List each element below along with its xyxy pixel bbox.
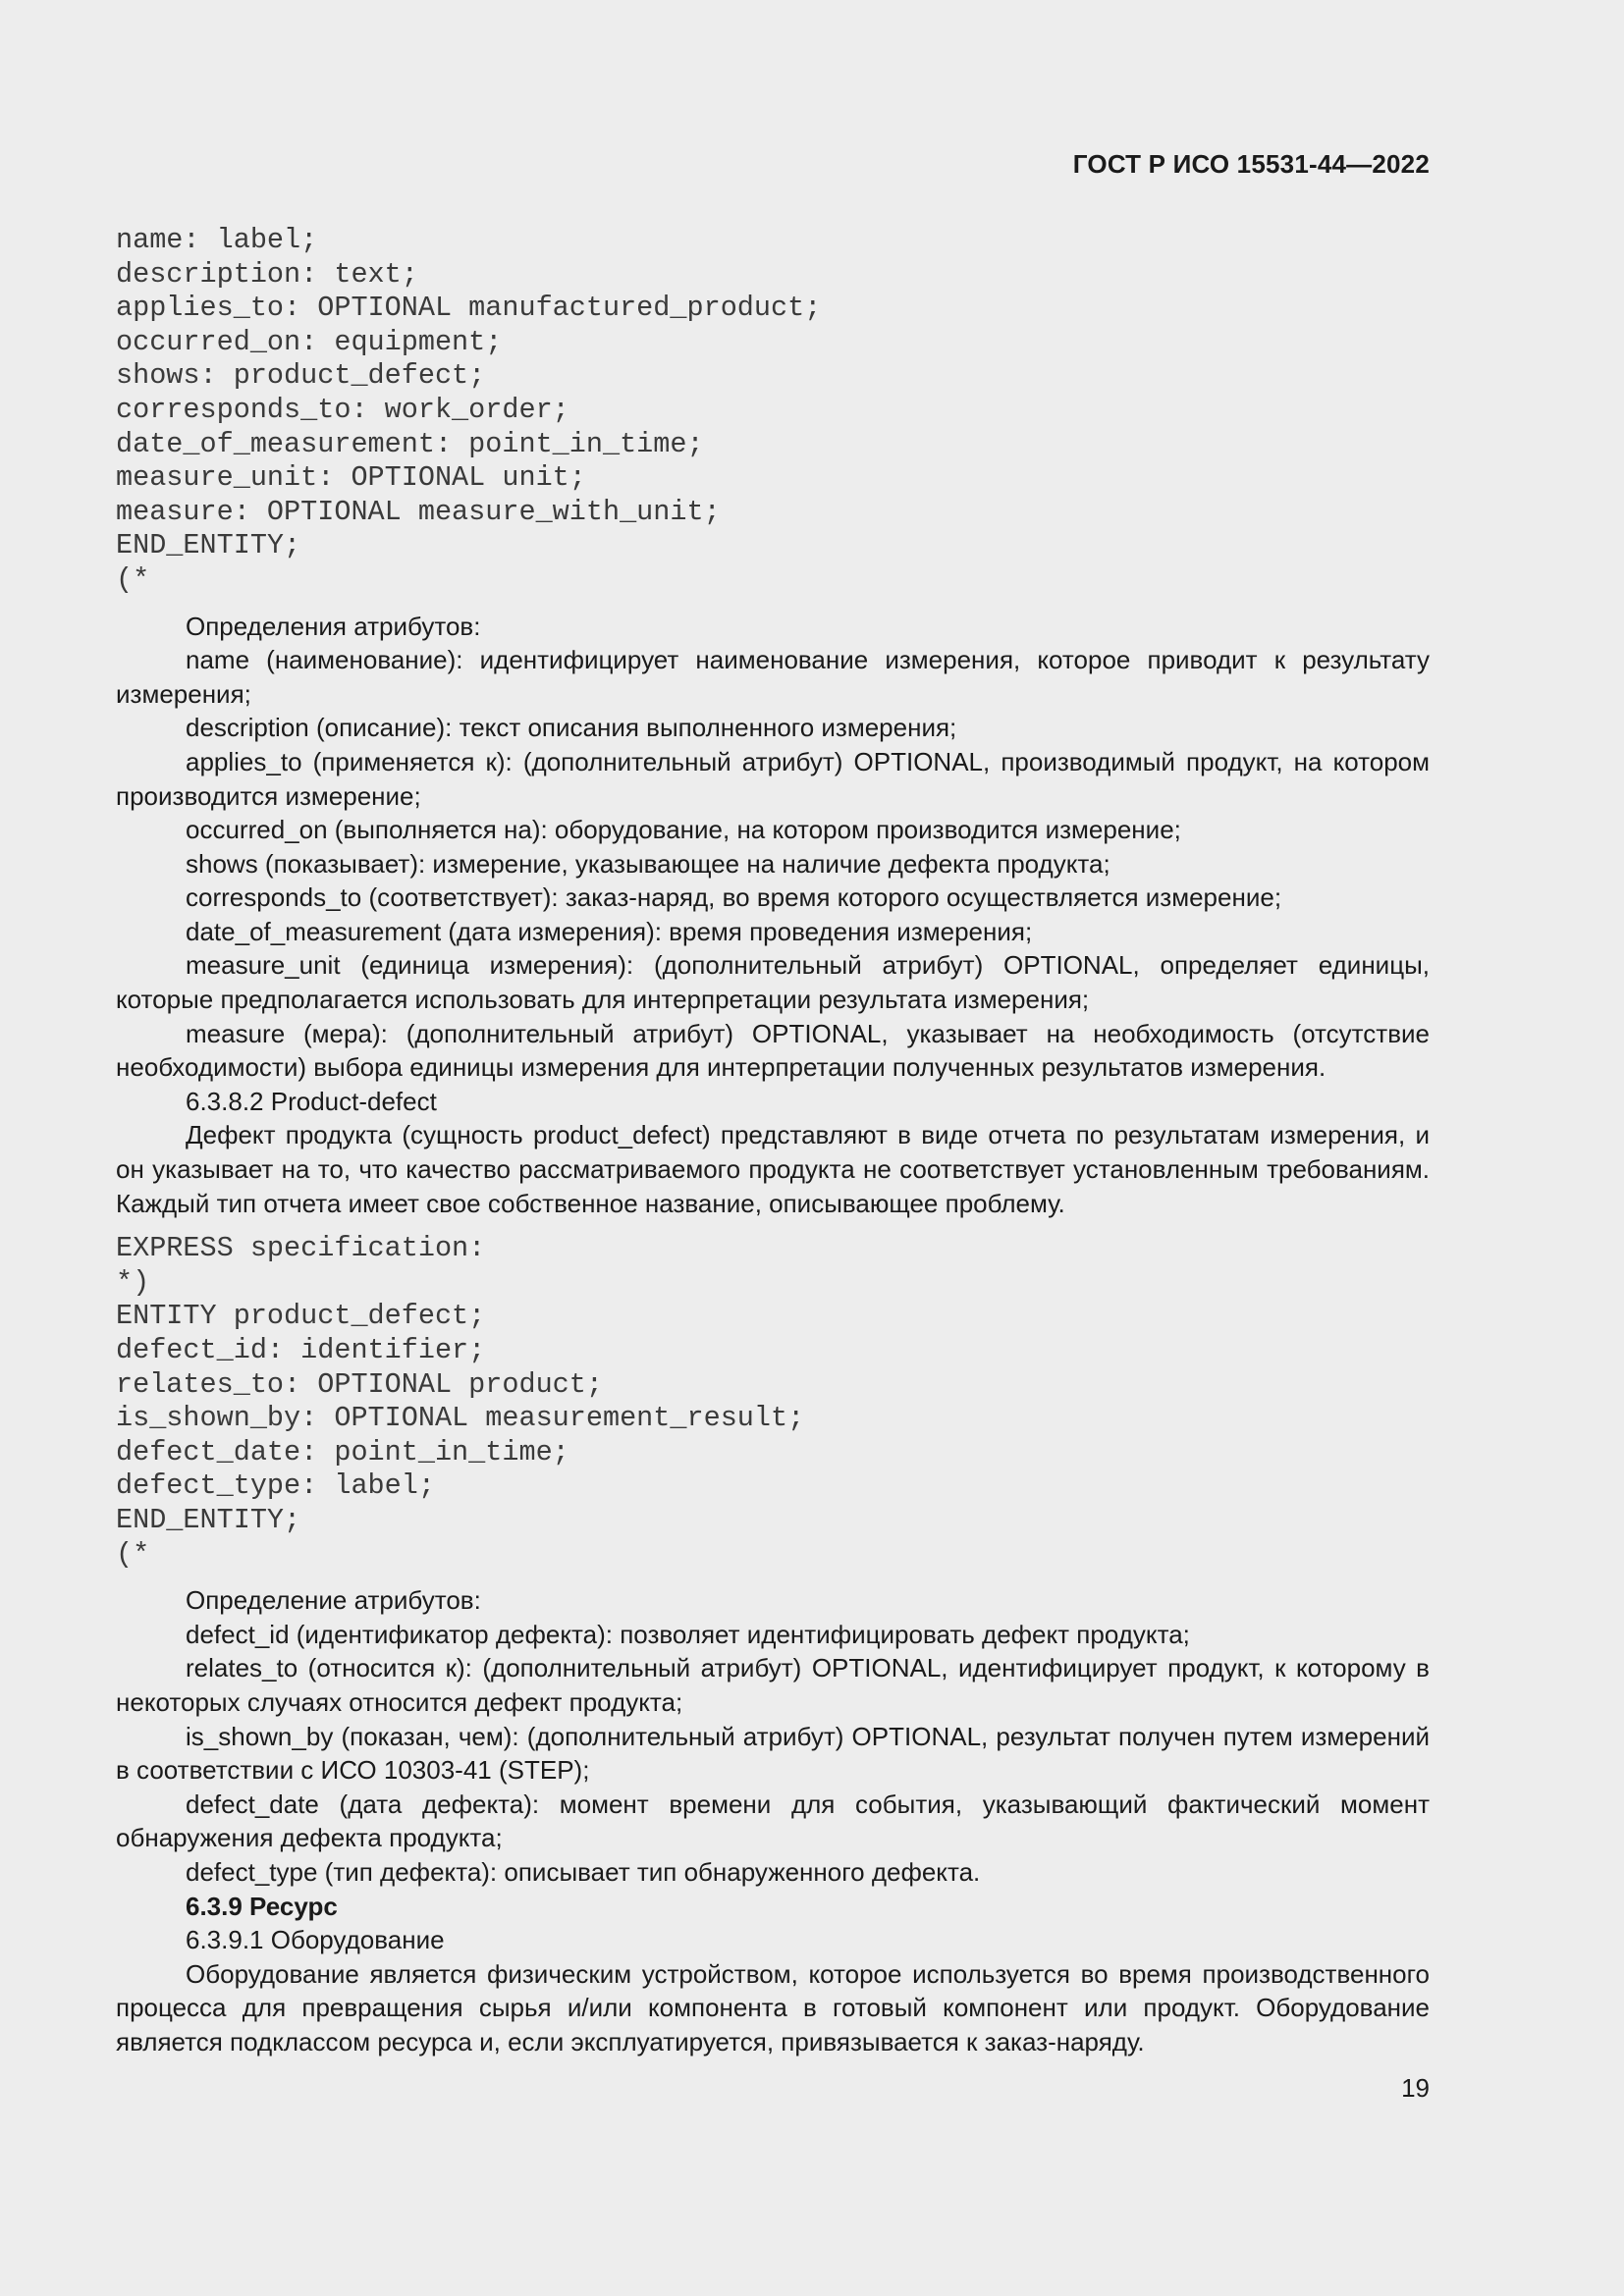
- code-line: defect_date: point_in_time;: [116, 1435, 569, 1468]
- attr-definition: defect_type (тип дефекта): описывает тип обнаруженного дефекта.: [186, 1856, 981, 1887]
- attr-definition: measure_unit (единица измерения): (дополнительный атрибут) OPTIONAL, определяет единицы, которые предполагается использовать для интерпретации результата измерения;: [116, 950, 1430, 1015]
- code-line: shows: product_defect;: [116, 359, 486, 393]
- paragraph: Оборудование является физическим устройством, которое используется во время производственного процесса для превращения сырья и/или компонента в готовый компонент или продукт. Оборудование является подклассом ресурса и, если эксплуатируется, привязывается к заказ-наряду.: [116, 1958, 1430, 2056]
- code-line: END_ENTITY;: [116, 529, 301, 562]
- express-code-block-2: [116, 1232, 1430, 1572]
- code-line: corresponds_to: work_order;: [116, 393, 569, 426]
- attr-definition: defect_date (дата дефекта): момент времени для события, указывающий фактический момент обнаружения дефекта продукта;: [116, 1789, 1430, 1853]
- attr-definition: occurred_on (выполняется на): оборудование, на котором производится измерение;: [186, 815, 1181, 845]
- attr-definition: relates_to (относится к): (дополнительный атрибут) OPTIONAL, идентифицирует продукт, к которому в некоторых случаях относится дефект продукта;: [116, 1653, 1430, 1717]
- code-line: relates_to: OPTIONAL product;: [116, 1367, 603, 1401]
- page-number: 19: [1401, 2073, 1430, 2103]
- code-line: measure: OPTIONAL measure_with_unit;: [116, 495, 721, 528]
- code-line: is_shown_by: OPTIONAL measurement_result;: [116, 1402, 805, 1435]
- section-heading: 6.3.9 Ресурс: [186, 1891, 338, 1921]
- attr-definition: description (описание): текст описания выполненного измерения;: [186, 713, 957, 743]
- code-line: *): [116, 1265, 150, 1299]
- attr-definition: name (наименование): идентифицирует наименование измерения, которое приводит к результату измерения;: [116, 645, 1430, 709]
- attr-definition: defect_id (идентификатор дефекта): позволяет идентифицировать дефект продукта;: [186, 1619, 1190, 1649]
- code-line: (*: [116, 562, 150, 596]
- paragraph: Дефект продукта (сущность product_defect) представляют в виде отчета по результатам измерения, и он указывает на то, что качество рассматриваемого продукта не соответствует установленным требованиям. Каждый тип отчета имеет свое собственное название, описывающее проблему.: [116, 1120, 1430, 1218]
- attr-definition: applies_to (применяется к): (дополнительный атрибут) OPTIONAL, производимый продукт, на котором производится измерение;: [116, 746, 1430, 811]
- express-code-block-1: [116, 224, 1430, 598]
- code-line: ENTITY product_defect;: [116, 1300, 486, 1333]
- code-line: applies_to: OPTIONAL manufactured_product;: [116, 292, 822, 325]
- attr-definition: measure (мера): (дополнительный атрибут) OPTIONAL, указывает на необходимость (отсутствие необходимости) выбора единицы измерения для интерпретации полученных результатов измерения.: [116, 1018, 1430, 1083]
- code-line: defect_type: label;: [116, 1469, 435, 1503]
- subsection-title: 6.3.8.2 Product-defect: [186, 1086, 437, 1116]
- code-line: name: label;: [116, 224, 318, 256]
- attr-heading: Определение атрибутов:: [186, 1585, 481, 1616]
- document-header: ГОСТ Р ИСО 15531-44—2022: [1072, 149, 1430, 179]
- attr-heading: Определения атрибутов:: [186, 611, 481, 641]
- code-line: defect_id: identifier;: [116, 1334, 486, 1366]
- subsection-title: 6.3.9.1 Оборудование: [186, 1925, 445, 1955]
- code-line: (*: [116, 1537, 150, 1571]
- code-line: date_of_measurement: point_in_time;: [116, 427, 704, 460]
- page-body: [116, 147, 1430, 2058]
- code-line: description: text;: [116, 257, 418, 291]
- code-line: measure_unit: OPTIONAL unit;: [116, 461, 586, 495]
- attr-definition: is_shown_by (показан, чем): (дополнительный атрибут) OPTIONAL, результат получен путем измерений в соответствии с ИСО 10303-41 (STEP);: [116, 1721, 1430, 1786]
- attr-definition: date_of_measurement (дата измерения): время проведения измерения;: [186, 916, 1033, 946]
- code-line: occurred_on: equipment;: [116, 325, 503, 358]
- attr-definition: corresponds_to (соответствует): заказ-наряд, во время которого осуществляется измерение;: [186, 882, 1282, 913]
- code-line: EXPRESS specification:: [116, 1232, 486, 1265]
- code-line: END_ENTITY;: [116, 1503, 301, 1536]
- attr-definition: shows (показывает): измерение, указывающее на наличие дефекта продукта;: [186, 848, 1110, 879]
